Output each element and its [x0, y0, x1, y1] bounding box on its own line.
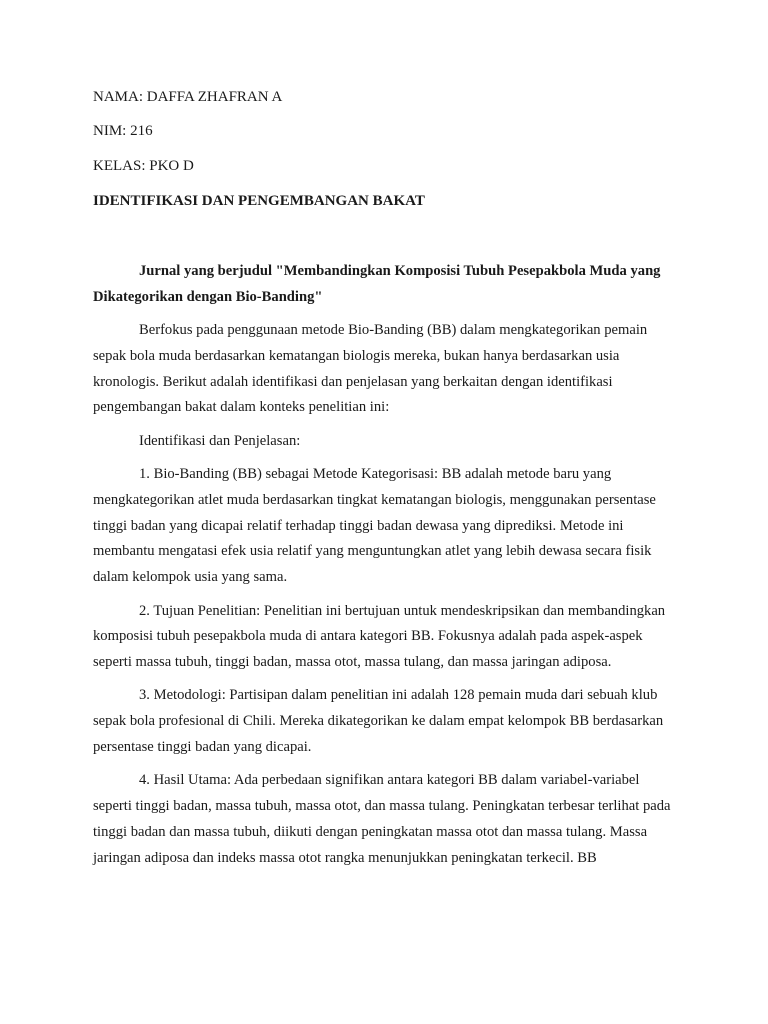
- item-paragraph-3: 3. Metodologi: Partisipan dalam penelitian ini adalah 128 pemain muda dari sebuah klub sepak bola profesional di Chili. Mereka dikategorikan ke dalam empat kelompok BB berdasarkan persentase tinggi badan yang dicapai.: [93, 687, 664, 756]
- student-name: NAMA: DAFFA ZHAFRAN A: [93, 89, 283, 105]
- item-paragraph-1: 1. Bio-Banding (BB) sebagai Metode Kategorisasi: BB adalah metode baru yang mengkategorikan atlet muda berdasarkan tingkat kematangan biologis, menggunakan persentase tinggi badan yang dicapai relatif terhadap tinggi badan dewasa yang diprediksi. Metode ini membantu mengatasi efek usia relatif yang menguntungkan atlet yang lebih dewasa secara fisik dalam kelompok usia yang sama.: [93, 466, 656, 586]
- student-class: KELAS: PKO D: [93, 158, 194, 174]
- section-label: Identifikasi dan Penjelasan:: [139, 432, 301, 449]
- journal-title-paragraph: Jurnal yang berjudul "Membandingkan Komposisi Tubuh Pesepakbola Muda yang Dikategorikan dengan Bio-Banding": [93, 263, 661, 305]
- intro-paragraph: Berfokus pada penggunaan metode Bio-Banding (BB) dalam mengkategorikan pemain sepak bola muda berdasarkan kematangan biologis mereka, bukan hanya berdasarkan usia kronologis. Berikut adalah identifikasi dan penjelasan yang berkaitan dengan identifikasi pengembangan bakat dalam konteks penelitian ini:: [93, 322, 648, 416]
- student-nim: NIM: 216: [93, 123, 153, 139]
- document-body: [93, 259, 678, 879]
- item-paragraph-4: 4. Hasil Utama: Ada perbedaan signifikan antara kategori BB dalam variabel-variabel seperti tinggi badan, massa tubuh, massa otot, dan massa tulang. Peningkatan terbesar terlihat pada tinggi badan dan massa tubuh, diikuti dengan peningkatan massa otot dan massa tulang. Massa jaringan adiposa dan indeks massa otot rangka menunjukkan peningkatan terkecil. BB: [93, 772, 671, 866]
- document-title: IDENTIFIKASI DAN PENGEMBANGAN BAKAT: [93, 193, 425, 209]
- item-paragraph-2: 2. Tujuan Penelitian: Penelitian ini bertujuan untuk mendeskripsikan dan membandingkan komposisi tubuh pesepakbola muda di antara kategori BB. Fokusnya adalah pada aspek-aspek seperti massa tubuh, tinggi badan, massa otot, massa tulang, dan massa jaringan adiposa.: [93, 602, 666, 671]
